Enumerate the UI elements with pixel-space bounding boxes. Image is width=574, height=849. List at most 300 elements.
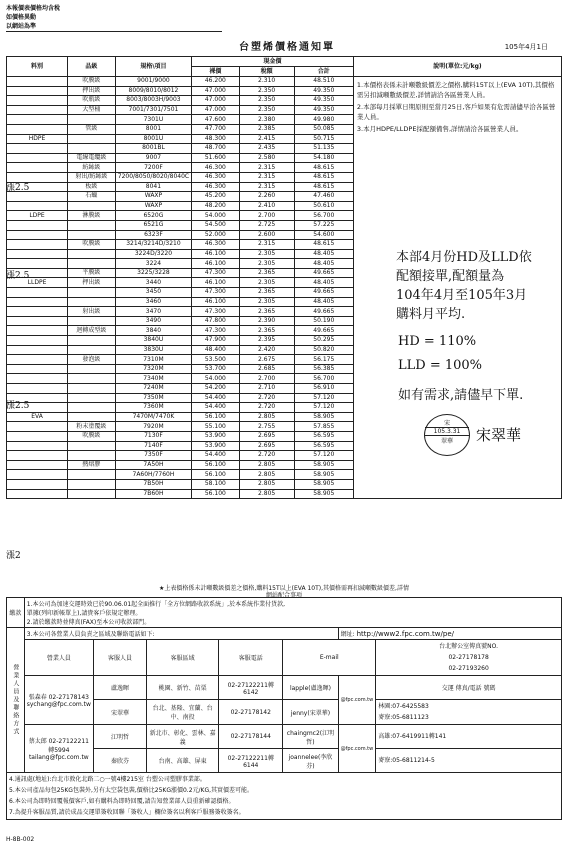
material-cell: [7, 201, 68, 211]
cust-1: 盧逸暉: [93, 676, 146, 700]
col-region: 客服區域: [147, 640, 219, 676]
total-price-cell: 49.665: [294, 288, 353, 298]
spec-cell: 7301U: [115, 115, 191, 125]
bare-price-cell: 46.300: [192, 240, 239, 250]
bare-price-cell: 46.100: [192, 259, 239, 269]
contacts-header-row: [7, 640, 562, 676]
header-notes: 說明(單位:元/kg): [353, 57, 561, 77]
email-4[interactable]: joannelee(李欣芬): [283, 749, 338, 773]
spec-cell: 3840: [115, 326, 191, 336]
top-divider: [6, 31, 222, 32]
header-material: 料別: [7, 57, 68, 77]
region-2: 台北、基隆、宜蘭、台中、南投: [147, 700, 219, 725]
total-price-cell: 47.460: [294, 192, 353, 202]
bare-price-cell: 56.100: [192, 460, 239, 470]
bare-price-cell: 47.300: [192, 288, 239, 298]
spec-cell: 9007: [115, 153, 191, 163]
material-cell: [7, 153, 68, 163]
handwritten-margin-4: 漲2: [6, 551, 21, 561]
material-cell: [7, 77, 68, 87]
total-price-cell: 56.910: [294, 384, 353, 394]
delivery-line-3: 2.請於繳款時並傳真(FAX)至本公司收款部門。: [26, 619, 151, 626]
total-price-cell: 48.405: [294, 259, 353, 269]
material-cell: [7, 115, 68, 125]
notice-date: 105年4月1日: [504, 43, 548, 51]
spec-cell: 3224D/3220: [115, 249, 191, 259]
grade-cell: [68, 479, 116, 489]
total-price-cell: 58.905: [294, 470, 353, 480]
grade-cell: [68, 134, 116, 144]
total-price-cell: 49.350: [294, 86, 353, 96]
bare-price-cell: 48.400: [192, 345, 239, 355]
grade-cell: 吹膜級: [68, 431, 116, 441]
material-cell: LLDPE: [7, 278, 68, 288]
total-price-cell: 49.350: [294, 96, 353, 106]
total-price-cell: 58.905: [294, 412, 353, 422]
spec-cell: 7A60H/7760H: [115, 470, 191, 480]
material-cell: LDPE: [7, 211, 68, 221]
contacts-intro-row: [7, 628, 562, 640]
total-price-cell: 56.385: [294, 364, 353, 374]
col-staff: 營業人員: [24, 640, 93, 676]
tax-cell: 2.720: [239, 393, 294, 403]
tax-cell: 2.755: [239, 422, 294, 432]
grade-cell: 射出級: [68, 307, 116, 317]
material-cell: [7, 124, 68, 134]
material-cell: [7, 336, 68, 346]
grade-cell: [68, 115, 116, 125]
material-cell: [7, 345, 68, 355]
total-price-cell: 54.180: [294, 153, 353, 163]
material-cell: [7, 451, 68, 461]
bare-price-cell: 54.400: [192, 403, 239, 413]
footer-note: ★上表價格係未計噸數級價差之價格,購料15T以上(EVA 10T),其價格需再扣減噸數級價差,詳情: [159, 585, 409, 592]
tax-cell: 2.350: [239, 86, 294, 96]
spec-cell: 8003/8003H/9003: [115, 96, 191, 106]
email-domain-1: @fpc.com.tw: [338, 676, 376, 725]
office-2: 麥寮:05-6811123: [378, 714, 429, 721]
header-bare: 裸價: [192, 67, 239, 77]
grade-cell: [68, 374, 116, 384]
service-label: 交運 傳真/電話 號碼: [376, 676, 562, 700]
spec-cell: 3224: [115, 259, 191, 269]
tax-cell: 2.315: [239, 182, 294, 192]
spec-cell: 6520G: [115, 211, 191, 221]
spec-cell: 7240M: [115, 384, 191, 394]
tax-cell: 2.410: [239, 201, 294, 211]
cust-4: 秦欣芬: [93, 749, 146, 773]
bare-price-cell: 46.300: [192, 172, 239, 182]
stamp-date: 105.3.31: [425, 427, 469, 436]
grade-cell: [68, 249, 116, 259]
hq-fax-label: 台北辦公室傳真號NO.: [439, 643, 499, 650]
spec-cell: 9001/9000: [115, 77, 191, 87]
spec-cell: 7350M: [115, 393, 191, 403]
col-phone: 客服電話: [219, 640, 283, 676]
bare-price-cell: 46.300: [192, 182, 239, 192]
total-price-cell: 57.225: [294, 220, 353, 230]
bare-price-cell: 46.300: [192, 163, 239, 173]
tax-cell: 2.710: [239, 384, 294, 394]
total-price-cell: 48.510: [294, 77, 353, 87]
tax-cell: 2.260: [239, 192, 294, 202]
tax-cell: 2.420: [239, 345, 294, 355]
material-cell: [7, 297, 68, 307]
material-cell: [7, 479, 68, 489]
spec-cell: 7200/8050/8020/8040C: [115, 172, 191, 182]
material-cell: [7, 86, 68, 96]
col-email: E-mail: [283, 640, 376, 676]
total-price-cell: 50.190: [294, 316, 353, 326]
office-1: 林園:07-6425583: [378, 703, 429, 710]
tax-cell: 2.315: [239, 172, 294, 182]
bare-price-cell: 47.900: [192, 336, 239, 346]
total-price-cell: 50.610: [294, 201, 353, 211]
footer-note-2: 網站配合事項: [265, 592, 302, 599]
total-price-cell: 58.905: [294, 489, 353, 499]
delivery-label: 繳款: [7, 598, 25, 628]
header-total: 合計: [294, 67, 353, 77]
signature: 宋翠華: [476, 426, 522, 444]
email-3[interactable]: chaingmc2(江明哲): [283, 725, 338, 749]
material-cell: [7, 259, 68, 269]
tax-cell: 2.805: [239, 489, 294, 499]
header-cash-price: 現金價: [192, 57, 354, 67]
bare-price-cell: 46.100: [192, 249, 239, 259]
header-spec: 規格\項目: [115, 57, 191, 77]
handwritten-note-line-4: 購料月平均.: [396, 307, 466, 322]
delivery-line-2: 單據(列印新帳單上),請貴客戶依規定辦理。: [26, 610, 142, 617]
tax-cell: 2.390: [239, 316, 294, 326]
total-price-cell: 56.595: [294, 441, 353, 451]
material-cell: [7, 240, 68, 250]
bare-price-cell: 45.200: [192, 192, 239, 202]
cust-3: 江明哲: [93, 725, 146, 749]
total-price-cell: 57.120: [294, 451, 353, 461]
spec-cell: 3450: [115, 288, 191, 298]
material-cell: [7, 96, 68, 106]
material-cell: [7, 364, 68, 374]
material-cell: [7, 288, 68, 298]
tax-cell: 2.365: [239, 268, 294, 278]
tax-cell: 2.700: [239, 211, 294, 221]
extra-line-4: 4.通訊處(地址):台北市敦化北路二○一號4樓215室 台塑公司塑膠事業部。: [9, 776, 206, 783]
grade-cell: 吹膜級: [68, 77, 116, 87]
stamp-top: 宋: [443, 420, 450, 427]
bare-price-cell: 53.500: [192, 355, 239, 365]
tax-cell: 2.350: [239, 96, 294, 106]
bare-price-cell: 54.500: [192, 220, 239, 230]
spec-cell: 3225/3228: [115, 268, 191, 278]
material-cell: [7, 470, 68, 480]
top-note-3: 以網站為準: [6, 23, 37, 30]
tax-cell: 2.695: [239, 441, 294, 451]
grade-cell: [68, 393, 116, 403]
grade-cell: [68, 201, 116, 211]
material-cell: [7, 307, 68, 317]
bare-price-cell: 46.100: [192, 297, 239, 307]
col-customer: 客服人員: [93, 640, 146, 676]
grade-cell: [68, 297, 116, 307]
tax-cell: 2.305: [239, 249, 294, 259]
total-price-cell: 48.615: [294, 163, 353, 173]
spec-cell: 3830U: [115, 345, 191, 355]
staff-row: [7, 725, 562, 749]
material-cell: [7, 355, 68, 365]
tax-cell: 2.435: [239, 144, 294, 154]
bare-price-cell: 46.200: [192, 77, 239, 87]
spec-cell: 3490: [115, 316, 191, 326]
grade-cell: 吹瓶級: [68, 96, 116, 106]
bare-price-cell: 48.700: [192, 144, 239, 154]
side-label: 營業人員及聯絡方式: [7, 628, 25, 773]
form-code: H-8B-002: [6, 836, 35, 843]
tax-cell: 2.805: [239, 470, 294, 480]
grade-cell: 熱熔膠: [68, 460, 116, 470]
handwritten-note-line-2: 配額接單,配額量為: [396, 269, 505, 284]
spec-cell: 6323F: [115, 230, 191, 240]
grade-cell: [68, 384, 116, 394]
grade-cell: [68, 470, 116, 480]
tax-cell: 2.805: [239, 412, 294, 422]
tax-cell: 2.380: [239, 115, 294, 125]
grade-cell: [68, 403, 116, 413]
tax-cell: 2.365: [239, 307, 294, 317]
extra-line-7: 7.為提升客服品質,請於成品交運單簽收回聯「簽收人」欄位簽名以利客戶服務簽收簽名。: [9, 809, 245, 816]
bare-price-cell: 56.100: [192, 489, 239, 499]
total-price-cell: 57.855: [294, 422, 353, 432]
total-price-cell: 48.405: [294, 249, 353, 259]
staff-row: [7, 676, 562, 700]
total-price-cell: 49.665: [294, 307, 353, 317]
top-note-1: 本報價表價格均含稅: [6, 5, 61, 12]
handwritten-margin-3: 漲2.5: [6, 401, 30, 411]
handwritten-margin-1: 漲2.5: [6, 183, 30, 193]
grade-cell: [68, 345, 116, 355]
total-price-cell: 49.980: [294, 115, 353, 125]
contacts-intro: 3.本公司各營業人員負責之區域及聯絡電話如下:: [24, 628, 338, 640]
spec-cell: 8001U: [115, 134, 191, 144]
material-cell: [7, 249, 68, 259]
material-cell: [7, 441, 68, 451]
spec-cell: 8009/8010/8012: [115, 86, 191, 96]
spec-cell: 7320M: [115, 364, 191, 374]
grade-cell: 射出/紡絲級: [68, 172, 116, 182]
bare-price-cell: 46.100: [192, 278, 239, 288]
bare-price-cell: 47.300: [192, 326, 239, 336]
total-price-cell: 50.085: [294, 124, 353, 134]
tax-cell: 2.305: [239, 297, 294, 307]
material-cell: [7, 422, 68, 432]
grade-cell: 大型桶: [68, 105, 116, 115]
bare-price-cell: 51.600: [192, 153, 239, 163]
grade-cell: [68, 441, 116, 451]
header-grade: 品級: [68, 57, 116, 77]
tax-cell: 2.805: [239, 479, 294, 489]
bare-price-cell: 47.000: [192, 86, 239, 96]
grade-cell: [68, 316, 116, 326]
tax-cell: 2.365: [239, 326, 294, 336]
grade-cell: 管級: [68, 124, 116, 134]
material-cell: [7, 384, 68, 394]
table-header-row: [7, 57, 562, 67]
tax-cell: 2.365: [239, 288, 294, 298]
total-price-cell: 51.135: [294, 144, 353, 154]
grade-cell: 石蠟: [68, 192, 116, 202]
spec-cell: 7200F: [115, 163, 191, 173]
bare-price-cell: 53.900: [192, 431, 239, 441]
total-price-cell: 56.595: [294, 431, 353, 441]
handwritten-note: [396, 248, 532, 324]
bare-price-cell: 55.100: [192, 422, 239, 432]
contact-table: [6, 597, 562, 820]
tax-cell: 2.315: [239, 163, 294, 173]
bare-price-cell: 48.200: [192, 201, 239, 211]
email-domain-2: @fpc.com.tw: [338, 725, 376, 773]
total-price-cell: 50.715: [294, 134, 353, 144]
spec-cell: 7360M: [115, 403, 191, 413]
handwritten-margin-2: 漲2.5: [6, 271, 30, 281]
tax-cell: 2.700: [239, 374, 294, 384]
total-price-cell: 54.600: [294, 230, 353, 240]
note-item: 1.本價格表係未計噸數級價差之價格,購料15T以上(EVA 10T),其價格需另扣減噸數級價差,詳情請洽各區營業人員。: [356, 81, 555, 99]
extra-line-6: 6.本公司為即時回覆報價客戶,如有購料為即時回覆,請告知營業部人員重新確認價格。: [9, 798, 235, 805]
total-price-cell: 56.700: [294, 374, 353, 384]
material-cell: [7, 326, 68, 336]
material-cell: [7, 230, 68, 240]
bare-price-cell: 48.300: [192, 134, 239, 144]
grade-cell: 押出級: [68, 86, 116, 96]
hq-fax-1: 02-27178178: [448, 654, 489, 661]
total-price-cell: 56.175: [294, 355, 353, 365]
spec-cell: 7140F: [115, 441, 191, 451]
grade-cell: 發泡級: [68, 355, 116, 365]
material-cell: [7, 220, 68, 230]
bare-price-cell: 47.700: [192, 124, 239, 134]
phone-3: 02-27178144: [219, 725, 283, 749]
total-price-cell: 57.120: [294, 393, 353, 403]
tax-cell: 2.725: [239, 220, 294, 230]
tax-cell: 2.600: [239, 230, 294, 240]
material-cell: [7, 460, 68, 470]
hq-fax-2: 02-27193260: [448, 665, 489, 672]
grade-cell: 平膜級: [68, 268, 116, 278]
tax-cell: 2.695: [239, 431, 294, 441]
grade-cell: [68, 451, 116, 461]
tax-cell: 2.720: [239, 403, 294, 413]
grade-cell: [68, 489, 116, 499]
bare-price-cell: 56.100: [192, 412, 239, 422]
handwritten-note-line-3: 104年4月至105年3月: [396, 288, 528, 303]
handwritten-note-line-1: 本部4月份HD及LLD依: [396, 250, 532, 265]
website-link[interactable]: http://www2.fpc.com.tw/pe/: [356, 630, 454, 638]
office-3: 高雄:07-6419911轉141: [378, 733, 447, 740]
extra-row: [7, 773, 562, 820]
grade-cell: [68, 144, 116, 154]
material-cell: [7, 489, 68, 499]
spec-cell: 7A50H: [115, 460, 191, 470]
tax-cell: 2.685: [239, 364, 294, 374]
material-cell: HDPE: [7, 134, 68, 144]
tax-cell: 2.310: [239, 77, 294, 87]
bare-price-cell: 54.000: [192, 211, 239, 221]
delivery-row: [7, 598, 562, 628]
spec-cell: 3840U: [115, 336, 191, 346]
region-1: 桃園、新竹、苗栗: [147, 676, 219, 700]
tax-cell: 2.805: [239, 460, 294, 470]
material-cell: [7, 374, 68, 384]
material-cell: [7, 431, 68, 441]
tax-cell: 2.305: [239, 259, 294, 269]
spec-cell: 7130F: [115, 431, 191, 441]
spec-cell: WAXP: [115, 192, 191, 202]
spec-cell: 3440: [115, 278, 191, 288]
office-4: 麥寮:05-6811214-5: [378, 757, 435, 764]
region-4: 台南、高雄、屏東: [147, 749, 219, 773]
tax-cell: 2.385: [239, 124, 294, 134]
total-price-cell: 57.120: [294, 403, 353, 413]
spec-cell: 7920M: [115, 422, 191, 432]
total-price-cell: 49.665: [294, 326, 353, 336]
grade-cell: 電線電纜級: [68, 153, 116, 163]
spec-cell: 8001: [115, 124, 191, 134]
tax-cell: 2.350: [239, 105, 294, 115]
grade-cell: [68, 259, 116, 269]
tax-cell: 2.415: [239, 134, 294, 144]
spec-cell: 3214/3214D/3210: [115, 240, 191, 250]
total-price-cell: 48.615: [294, 172, 353, 182]
total-price-cell: 48.405: [294, 278, 353, 288]
spec-cell: 8001BL: [115, 144, 191, 154]
approval-stamp: [424, 414, 470, 456]
bare-price-cell: 47.300: [192, 307, 239, 317]
bare-price-cell: 47.000: [192, 105, 239, 115]
total-price-cell: 49.350: [294, 105, 353, 115]
bare-price-cell: 54.400: [192, 451, 239, 461]
bare-price-cell: 47.600: [192, 115, 239, 125]
spec-cell: 7001/7301/7501: [115, 105, 191, 115]
total-price-cell: 48.615: [294, 240, 353, 250]
phone-4: 02-27122211轉6144: [219, 749, 283, 773]
bare-price-cell: 47.800: [192, 316, 239, 326]
bare-price-cell: 47.300: [192, 268, 239, 278]
page-title: 台塑烯價格通知單: [239, 42, 335, 53]
bare-price-cell: 54.000: [192, 374, 239, 384]
extra-line-5: 5.本公司產品每包25KG包裝外,另有太空袋包裝,價格比25KG漲價0.2元/KG,其實價差可能。: [9, 787, 254, 794]
total-price-cell: 58.905: [294, 479, 353, 489]
grade-cell: [68, 220, 116, 230]
material-cell: [7, 105, 68, 115]
region-3: 新北市、彰化、雲林、嘉義: [147, 725, 219, 749]
email-2[interactable]: jenny(宋翠華): [283, 700, 338, 725]
tax-cell: 2.315: [239, 240, 294, 250]
spec-cell: WAXP: [115, 201, 191, 211]
bare-price-cell: 52.000: [192, 230, 239, 240]
tax-cell: 2.305: [239, 278, 294, 288]
spec-cell: 6521G: [115, 220, 191, 230]
total-price-cell: 49.665: [294, 268, 353, 278]
email-1[interactable]: lapple(盧逸暉): [283, 676, 338, 700]
total-price-cell: 58.905: [294, 460, 353, 470]
total-price-cell: 50.820: [294, 345, 353, 355]
bare-price-cell: 53.900: [192, 441, 239, 451]
grade-cell: [68, 288, 116, 298]
handwritten-hd: HD = 110%: [398, 334, 477, 349]
stamp-name: 翠華: [440, 438, 453, 445]
tax-cell: 2.395: [239, 336, 294, 346]
bare-price-cell: 56.100: [192, 470, 239, 480]
spec-cell: 7350F: [115, 451, 191, 461]
